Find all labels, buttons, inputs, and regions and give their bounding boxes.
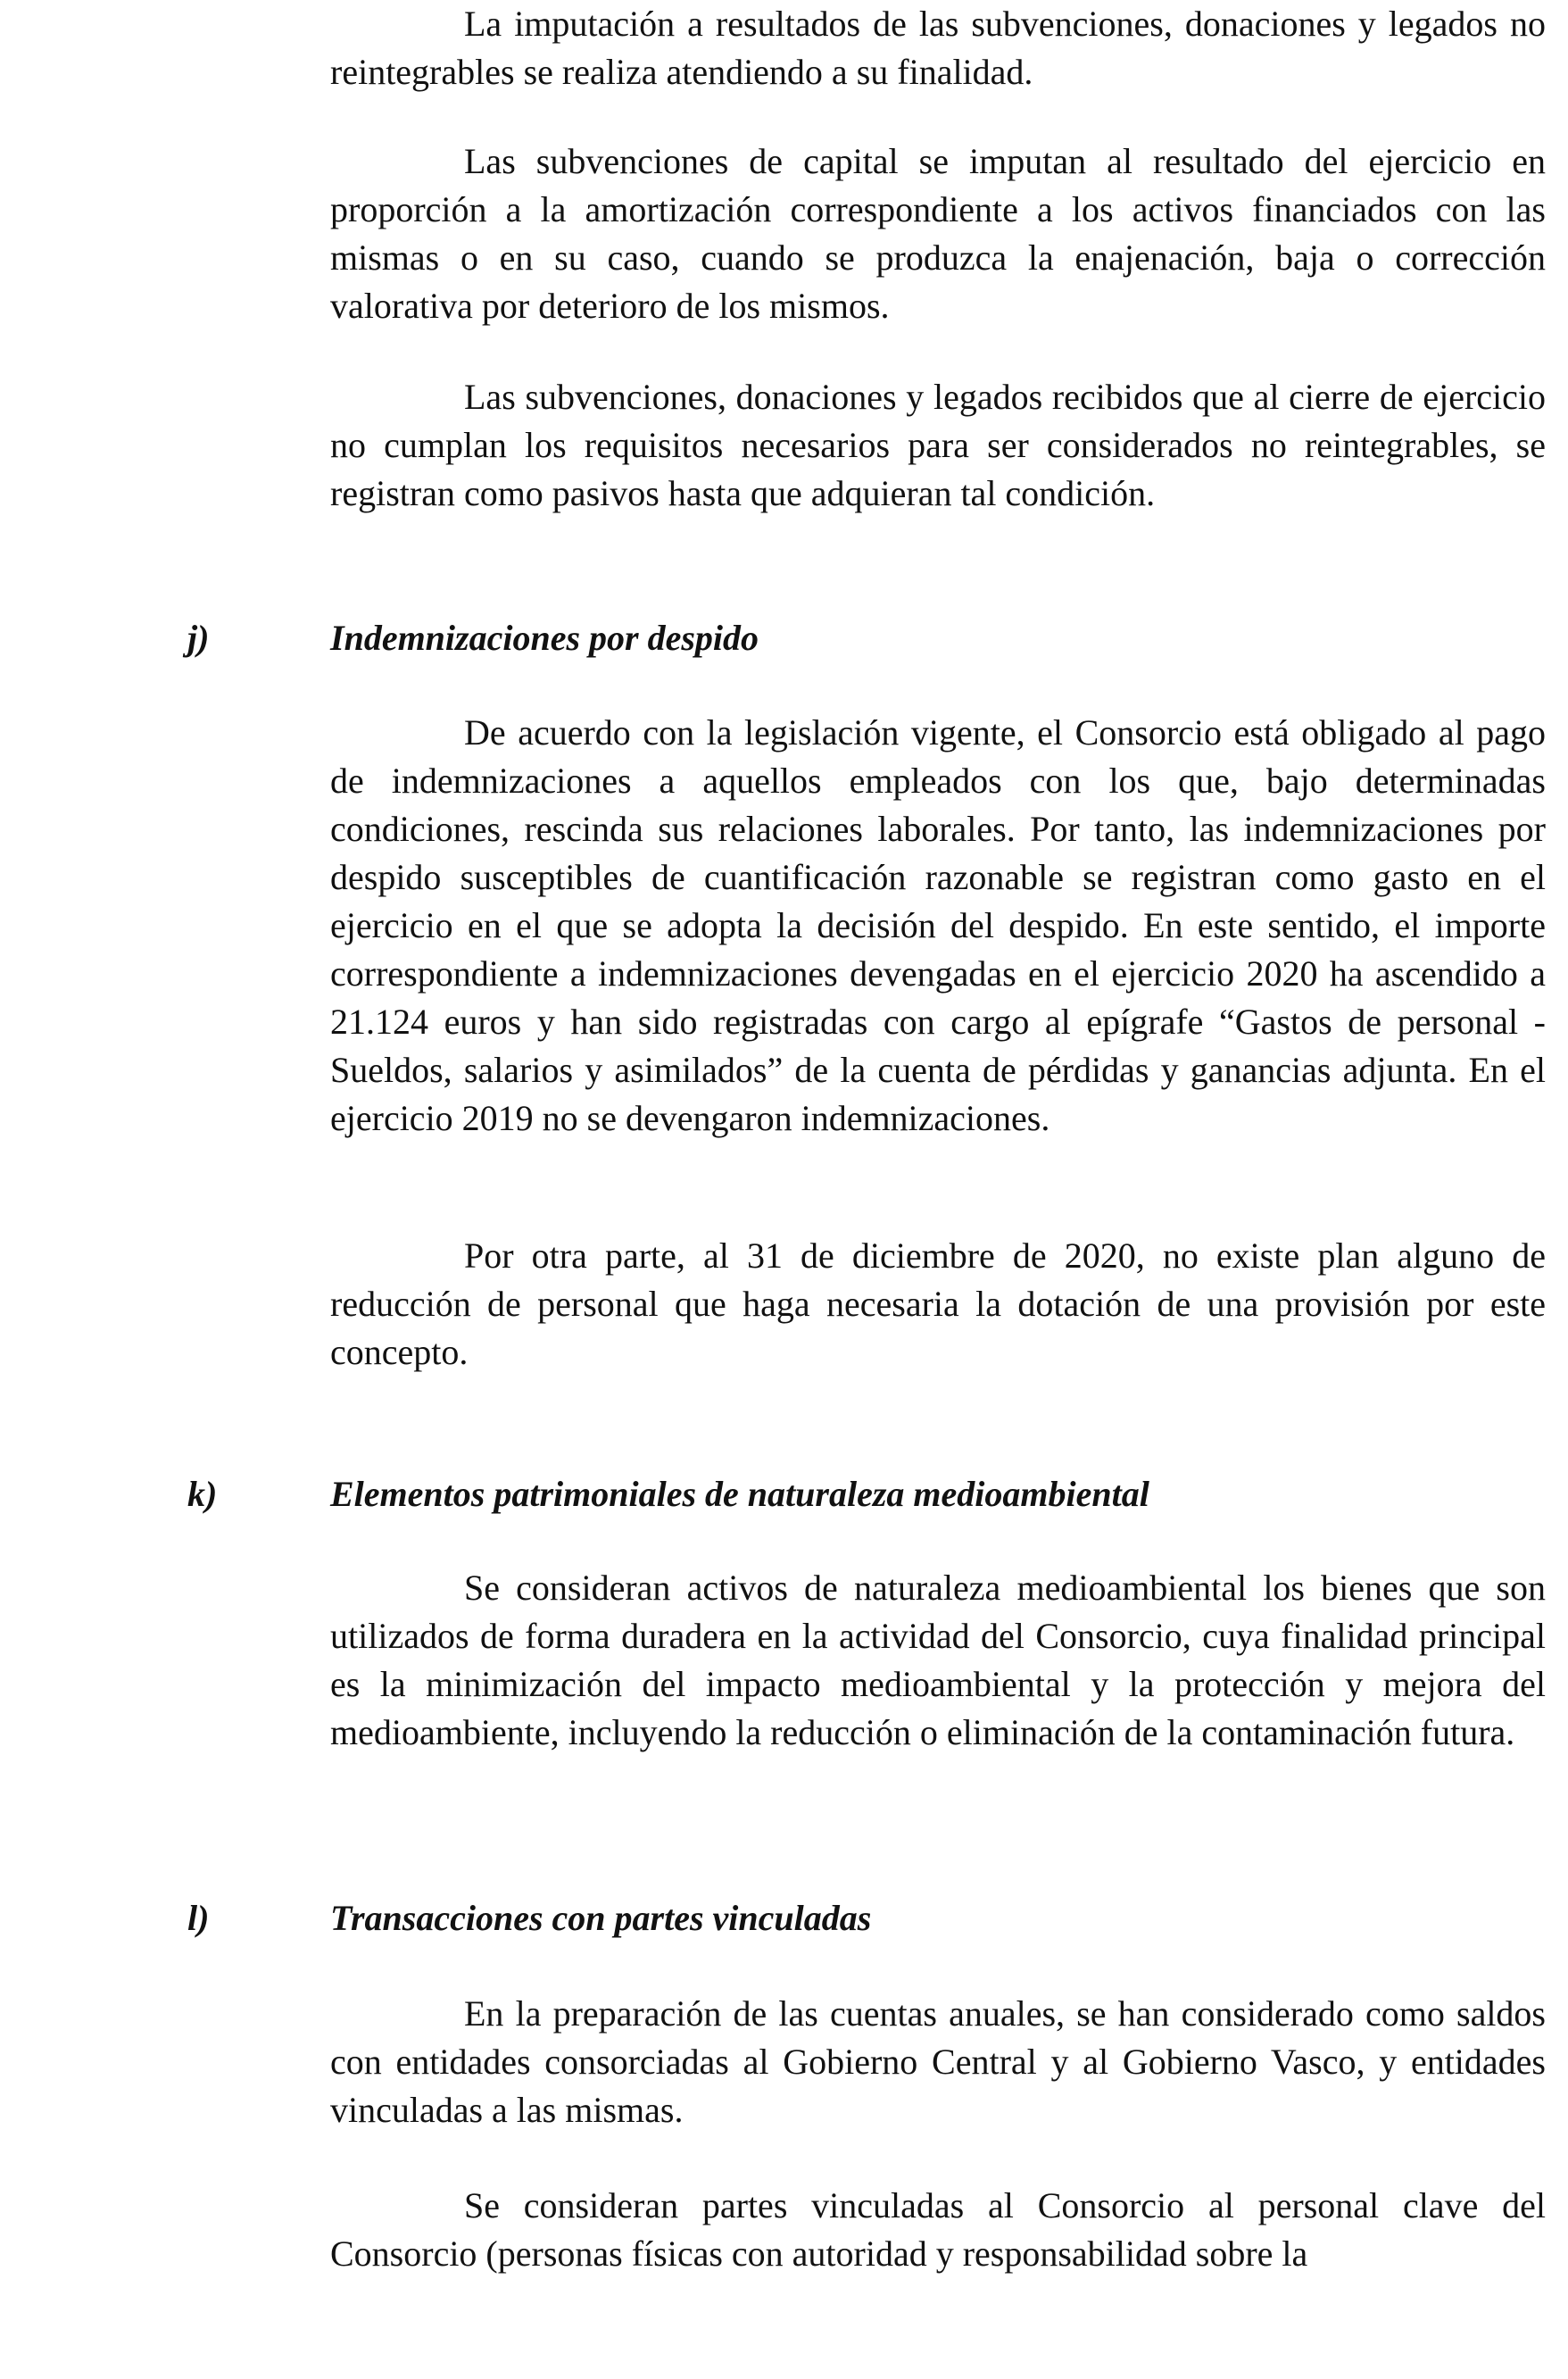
section-j-heading: Indemnizaciones por despido bbox=[330, 618, 759, 658]
paragraph-partes-vinculadas-1: En la preparación de las cuentas anuales, se han considerado como saldos con entidades consorciadas al Gobierno Central y al Gobierno Vasco, y entidades vinculadas a las mismas. bbox=[330, 1993, 1546, 2130]
section-l-heading: Transacciones con partes vinculadas bbox=[330, 1898, 872, 1938]
paragraph-subvenciones-capital: Las subvenciones de capital se imputan al resultado del ejercicio en proporción a la amortización correspondiente a los activos financiados con las mismas o en su caso, cuando se produzca la enajenación, baja o corrección valorativa por deterioro de los mismos. bbox=[330, 141, 1546, 326]
paragraph-subvenciones-imputacion: La imputación a resultados de las subvenciones, donaciones y legados no reintegrables se realiza atendiendo a su finalidad. bbox=[330, 4, 1546, 92]
section-j-letter: j) bbox=[187, 618, 210, 658]
paragraph-subvenciones-pasivos: Las subvenciones, donaciones y legados recibidos que al cierre de ejercicio no cumplan los requisitos necesarios para ser considerados no reintegrables, se registran como pasivos hasta que adquieran tal condición. bbox=[330, 377, 1546, 513]
paragraph-indemnizaciones-1: De acuerdo con la legislación vigente, el Consorcio está obligado al pago de indemnizaciones a aquellos empleados con los que, bajo determinadas condiciones, rescinda sus relaciones laborales. Por tanto, las indemnizaciones por despido susceptibles de cuantificación razonable se registran como gasto en el ejercicio en el que se adopta la decisión del despido. En este sentido, el importe correspondiente a indemnizaciones devengadas en el ejercicio 2020 ha ascendido a 21.124 euros y han sido registradas con cargo al epígrafe “Gastos de personal - Sueldos, salarios y asimilados” de la cuenta de pérdidas y ganancias adjunta. En el ejercicio 2019 no se devengaron indemnizaciones. bbox=[330, 712, 1546, 1138]
section-k-letter: k) bbox=[187, 1474, 218, 1514]
section-l-letter: l) bbox=[187, 1898, 210, 1938]
paragraph-partes-vinculadas-2: Se consideran partes vinculadas al Consorcio al personal clave del Consorcio (personas físicas con autoridad y responsabilidad sobre la bbox=[330, 2185, 1546, 2274]
paragraph-medioambiental: Se consideran activos de naturaleza medioambiental los bienes que son utilizados de forma duradera en la actividad del Consorcio, cuya finalidad principal es la minimización del impacto medioambiental y la protección y mejora del medioambiente, incluyendo la reducción o eliminación de la contaminación futura. bbox=[330, 1568, 1546, 1752]
section-k-heading: Elementos patrimoniales de naturaleza medioambiental bbox=[330, 1474, 1149, 1514]
paragraph-indemnizaciones-2: Por otra parte, al 31 de diciembre de 2020, no existe plan alguno de reducción de personal que haga necesaria la dotación de una provisión por este concepto. bbox=[330, 1235, 1546, 1372]
